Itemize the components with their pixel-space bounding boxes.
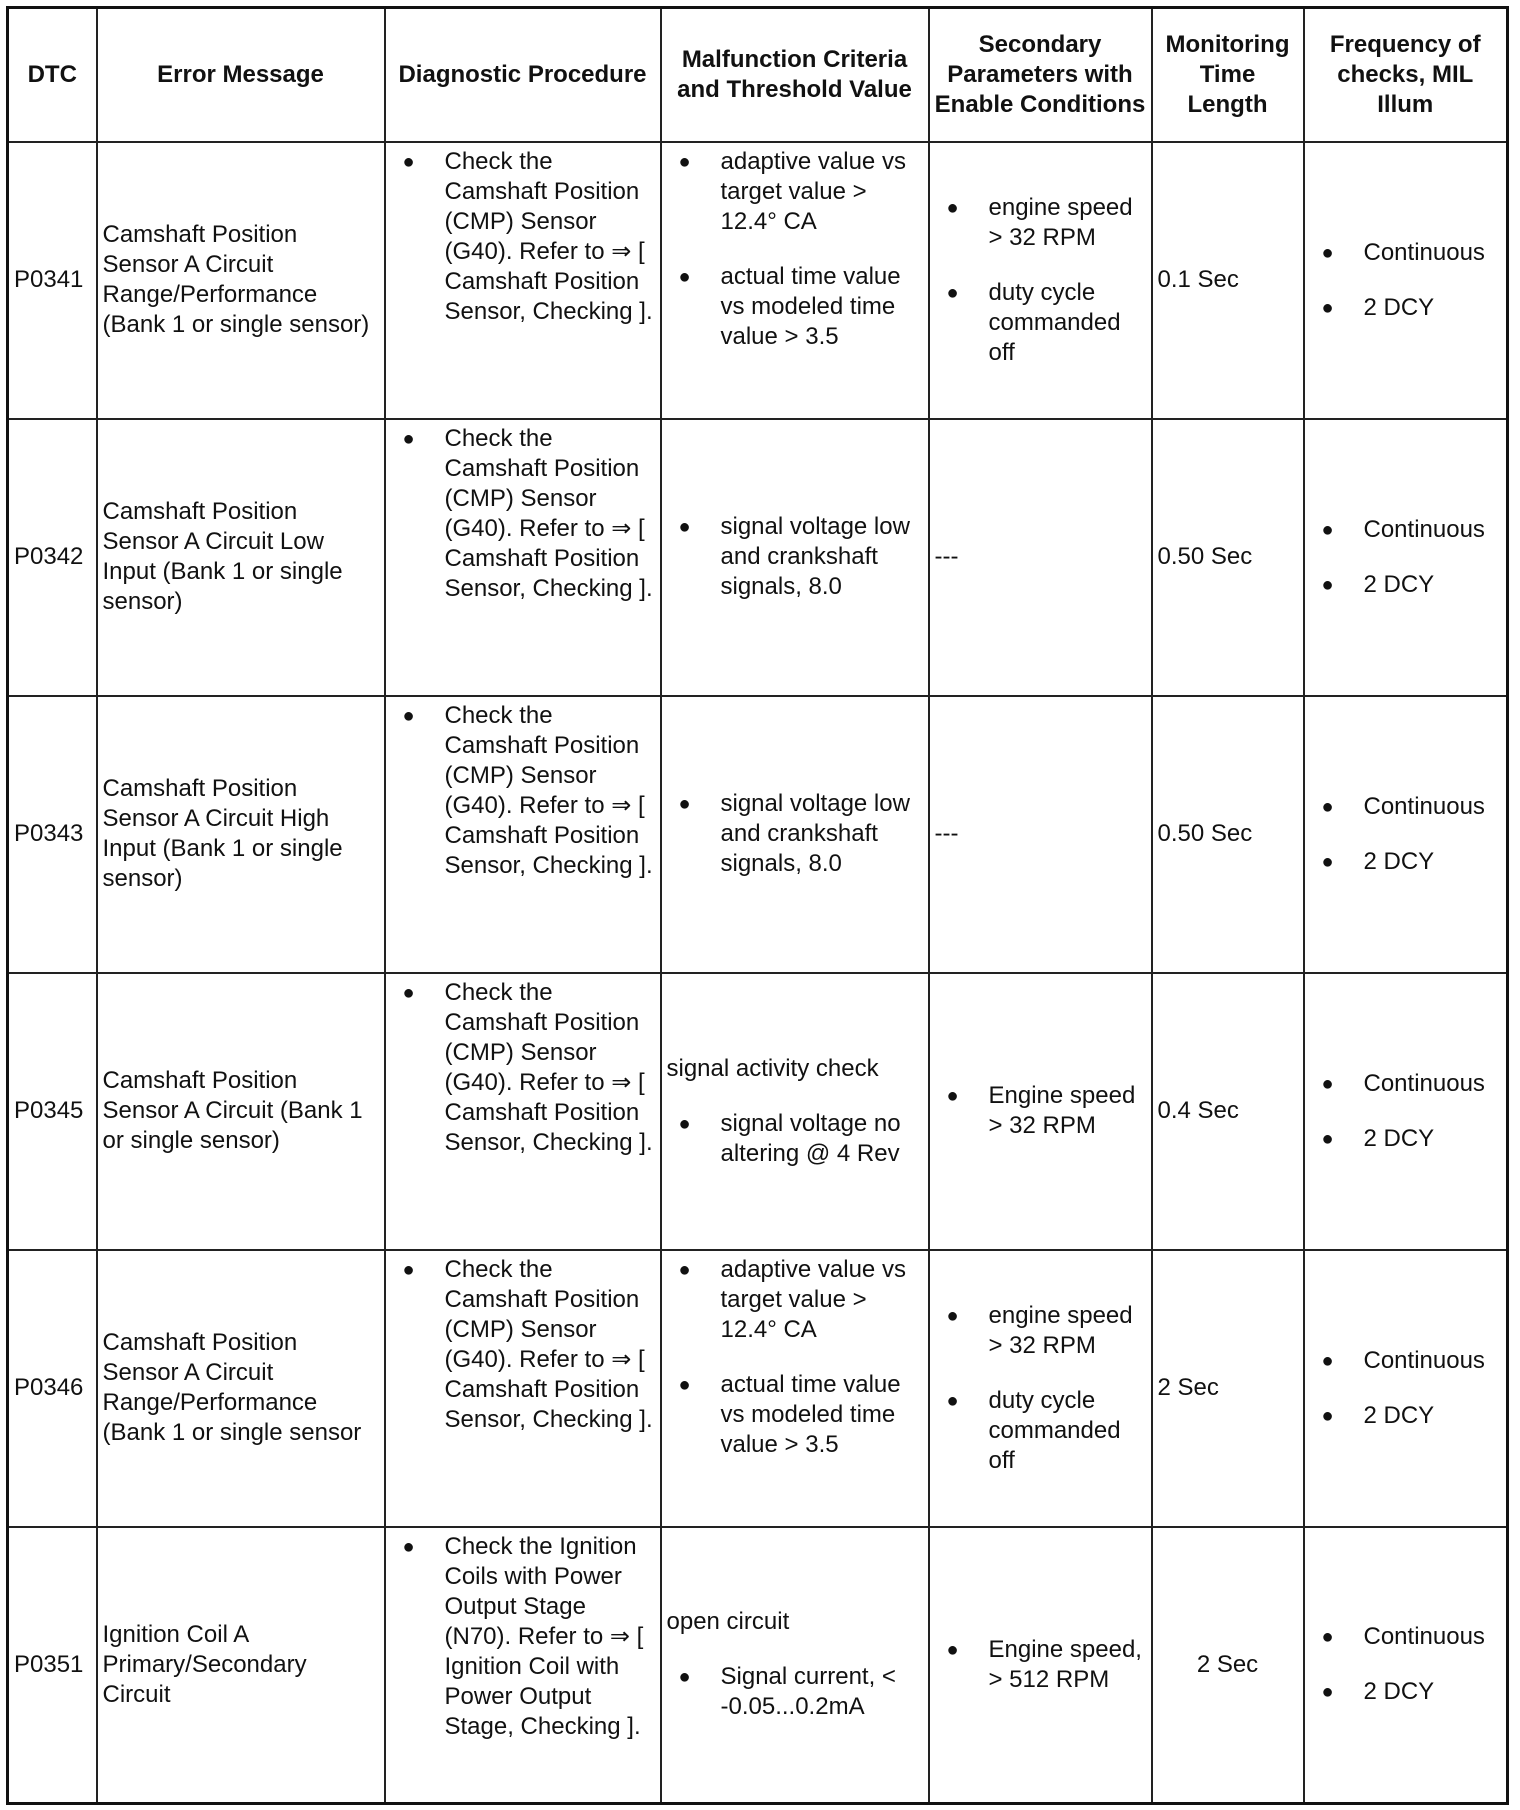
header-diagnostic-procedure: Diagnostic Procedure [385,8,661,142]
criteria-item: ● adaptive value vs target value > 12.4° CA [667,1255,923,1345]
criteria-item: ● signal voltage low and crankshaft signals, 8.0 [667,512,923,602]
header-row [8,8,1508,142]
error-message: Ignition Coil A Primary/Secondary Circuit [97,1527,385,1804]
dtc-code: P0342 [8,419,97,696]
monitoring-time: 0.50 Sec [1152,696,1304,973]
error-message: Camshaft Position Sensor A Circuit (Bank 1 or single sensor) [97,973,385,1250]
error-message: Camshaft Position Sensor A Circuit Range/Performance (Bank 1 or single sensor [97,1250,385,1527]
criteria-item: ● actual time value vs modeled time value > 3.5 [667,1370,923,1460]
malfunction-criteria [661,696,929,973]
procedure-item: ● Check the Camshaft Position (CMP) Sensor (G40). Refer to ⇒ [ Camshaft Position Sensor, Checking ]. [391,424,655,604]
secondary-item: ● Engine speed, > 512 RPM [935,1635,1146,1695]
frequency-item: ● 2 DCY [1310,1401,1502,1431]
procedure-item: ● Check the Camshaft Position (CMP) Sensor (G40). Refer to ⇒ [ Camshaft Position Sensor, Checking ]. [391,147,655,327]
error-message: Camshaft Position Sensor A Circuit Low Input (Bank 1 or single sensor) [97,419,385,696]
malfunction-criteria [661,973,929,1250]
secondary-parameters: --- [929,419,1152,696]
procedure-item: ● Check the Camshaft Position (CMP) Sensor (G40). Refer to ⇒ [ Camshaft Position Sensor, Checking ]. [391,701,655,881]
table-row [8,973,1508,1250]
secondary-item: ● Engine speed > 32 RPM [935,1081,1146,1141]
diagnostic-procedure [385,419,661,696]
secondary-parameters [929,973,1152,1250]
secondary-item: ● engine speed > 32 RPM [935,193,1146,253]
table-row [8,142,1508,419]
monitoring-time: 2 Sec [1152,1250,1304,1527]
header-error-message: Error Message [97,8,385,142]
monitoring-time: 0.1 Sec [1152,142,1304,419]
header-dtc: DTC [8,8,97,142]
frequency [1304,696,1508,973]
error-message: Camshaft Position Sensor A Circuit Range/Performance (Bank 1 or single sensor) [97,142,385,419]
malfunction-criteria [661,419,929,696]
diagnostic-procedure [385,973,661,1250]
criteria-item: ● signal voltage low and crankshaft signals, 8.0 [667,789,923,879]
frequency [1304,1527,1508,1804]
criteria-heading: open circuit [666,1608,790,1636]
dtc-table [6,6,1509,1805]
frequency [1304,419,1508,696]
frequency [1304,973,1508,1250]
diagnostic-procedure [385,1527,661,1804]
table-row [8,419,1508,696]
secondary-parameters [929,142,1152,419]
secondary-parameters [929,1527,1152,1804]
secondary-item: ● engine speed > 32 RPM [935,1301,1146,1361]
diagnostic-procedure [385,696,661,973]
malfunction-criteria [661,142,929,419]
frequency-item: ● Continuous [1310,238,1502,268]
dtc-code: P0343 [8,696,97,973]
frequency-item: ● Continuous [1310,515,1502,545]
criteria-item: ● actual time value vs modeled time value > 3.5 [667,262,923,352]
criteria-item: ● Signal current, < -0.05...0.2mA [667,1662,923,1722]
frequency-item: ● Continuous [1310,792,1502,822]
monitoring-time: 2 Sec [1152,1527,1304,1804]
secondary-item: ● duty cycle commanded off [935,1386,1146,1476]
secondary-parameters [929,1250,1152,1527]
diagnostic-procedure [385,1250,661,1527]
error-message: Camshaft Position Sensor A Circuit High Input (Bank 1 or single sensor) [97,696,385,973]
frequency-item: ● 2 DCY [1310,570,1502,600]
malfunction-criteria [661,1250,929,1527]
criteria-item: ● adaptive value vs target value > 12.4° CA [667,147,923,237]
frequency-item: ● 2 DCY [1310,1124,1502,1154]
header-secondary-parameters: Secondary Parameters with Enable Conditions [929,8,1152,142]
dtc-code: P0346 [8,1250,97,1527]
dtc-code: P0345 [8,973,97,1250]
frequency-item: ● Continuous [1310,1346,1502,1376]
frequency-item: ● 2 DCY [1310,293,1502,323]
procedure-item: ● Check the Ignition Coils with Power Output Stage (N70). Refer to ⇒ [ Ignition Coil with Power Output Stage, Checking ]. [391,1532,655,1742]
monitoring-time: 0.50 Sec [1152,419,1304,696]
frequency-item: ● Continuous [1310,1069,1502,1099]
table-row [8,1527,1508,1804]
frequency-item: ● 2 DCY [1310,1677,1502,1707]
header-monitoring-time: Monitoring Time Length [1152,8,1304,142]
diagnostic-procedure [385,142,661,419]
frequency [1304,142,1508,419]
secondary-parameters: --- [929,696,1152,973]
dtc-code: P0341 [8,142,97,419]
procedure-item: ● Check the Camshaft Position (CMP) Sensor (G40). Refer to ⇒ [ Camshaft Position Sensor, Checking ]. [391,1255,655,1435]
frequency [1304,1250,1508,1527]
criteria-item: ● signal voltage no altering @ 4 Rev [667,1109,923,1169]
monitoring-time: 0.4 Sec [1152,973,1304,1250]
header-frequency: Frequency of checks, MIL Illum [1304,8,1508,142]
malfunction-criteria [661,1527,929,1804]
criteria-heading: signal activity check [666,1054,879,1082]
procedure-item: ● Check the Camshaft Position (CMP) Sensor (G40). Refer to ⇒ [ Camshaft Position Sensor, Checking ]. [391,978,655,1158]
frequency-item: ● Continuous [1310,1622,1502,1652]
secondary-item: ● duty cycle commanded off [935,278,1146,368]
table-row [8,1250,1508,1527]
header-malfunction-criteria: Malfunction Criteria and Threshold Value [661,8,929,142]
frequency-item: ● 2 DCY [1310,847,1502,877]
dtc-code: P0351 [8,1527,97,1804]
table-row [8,696,1508,973]
